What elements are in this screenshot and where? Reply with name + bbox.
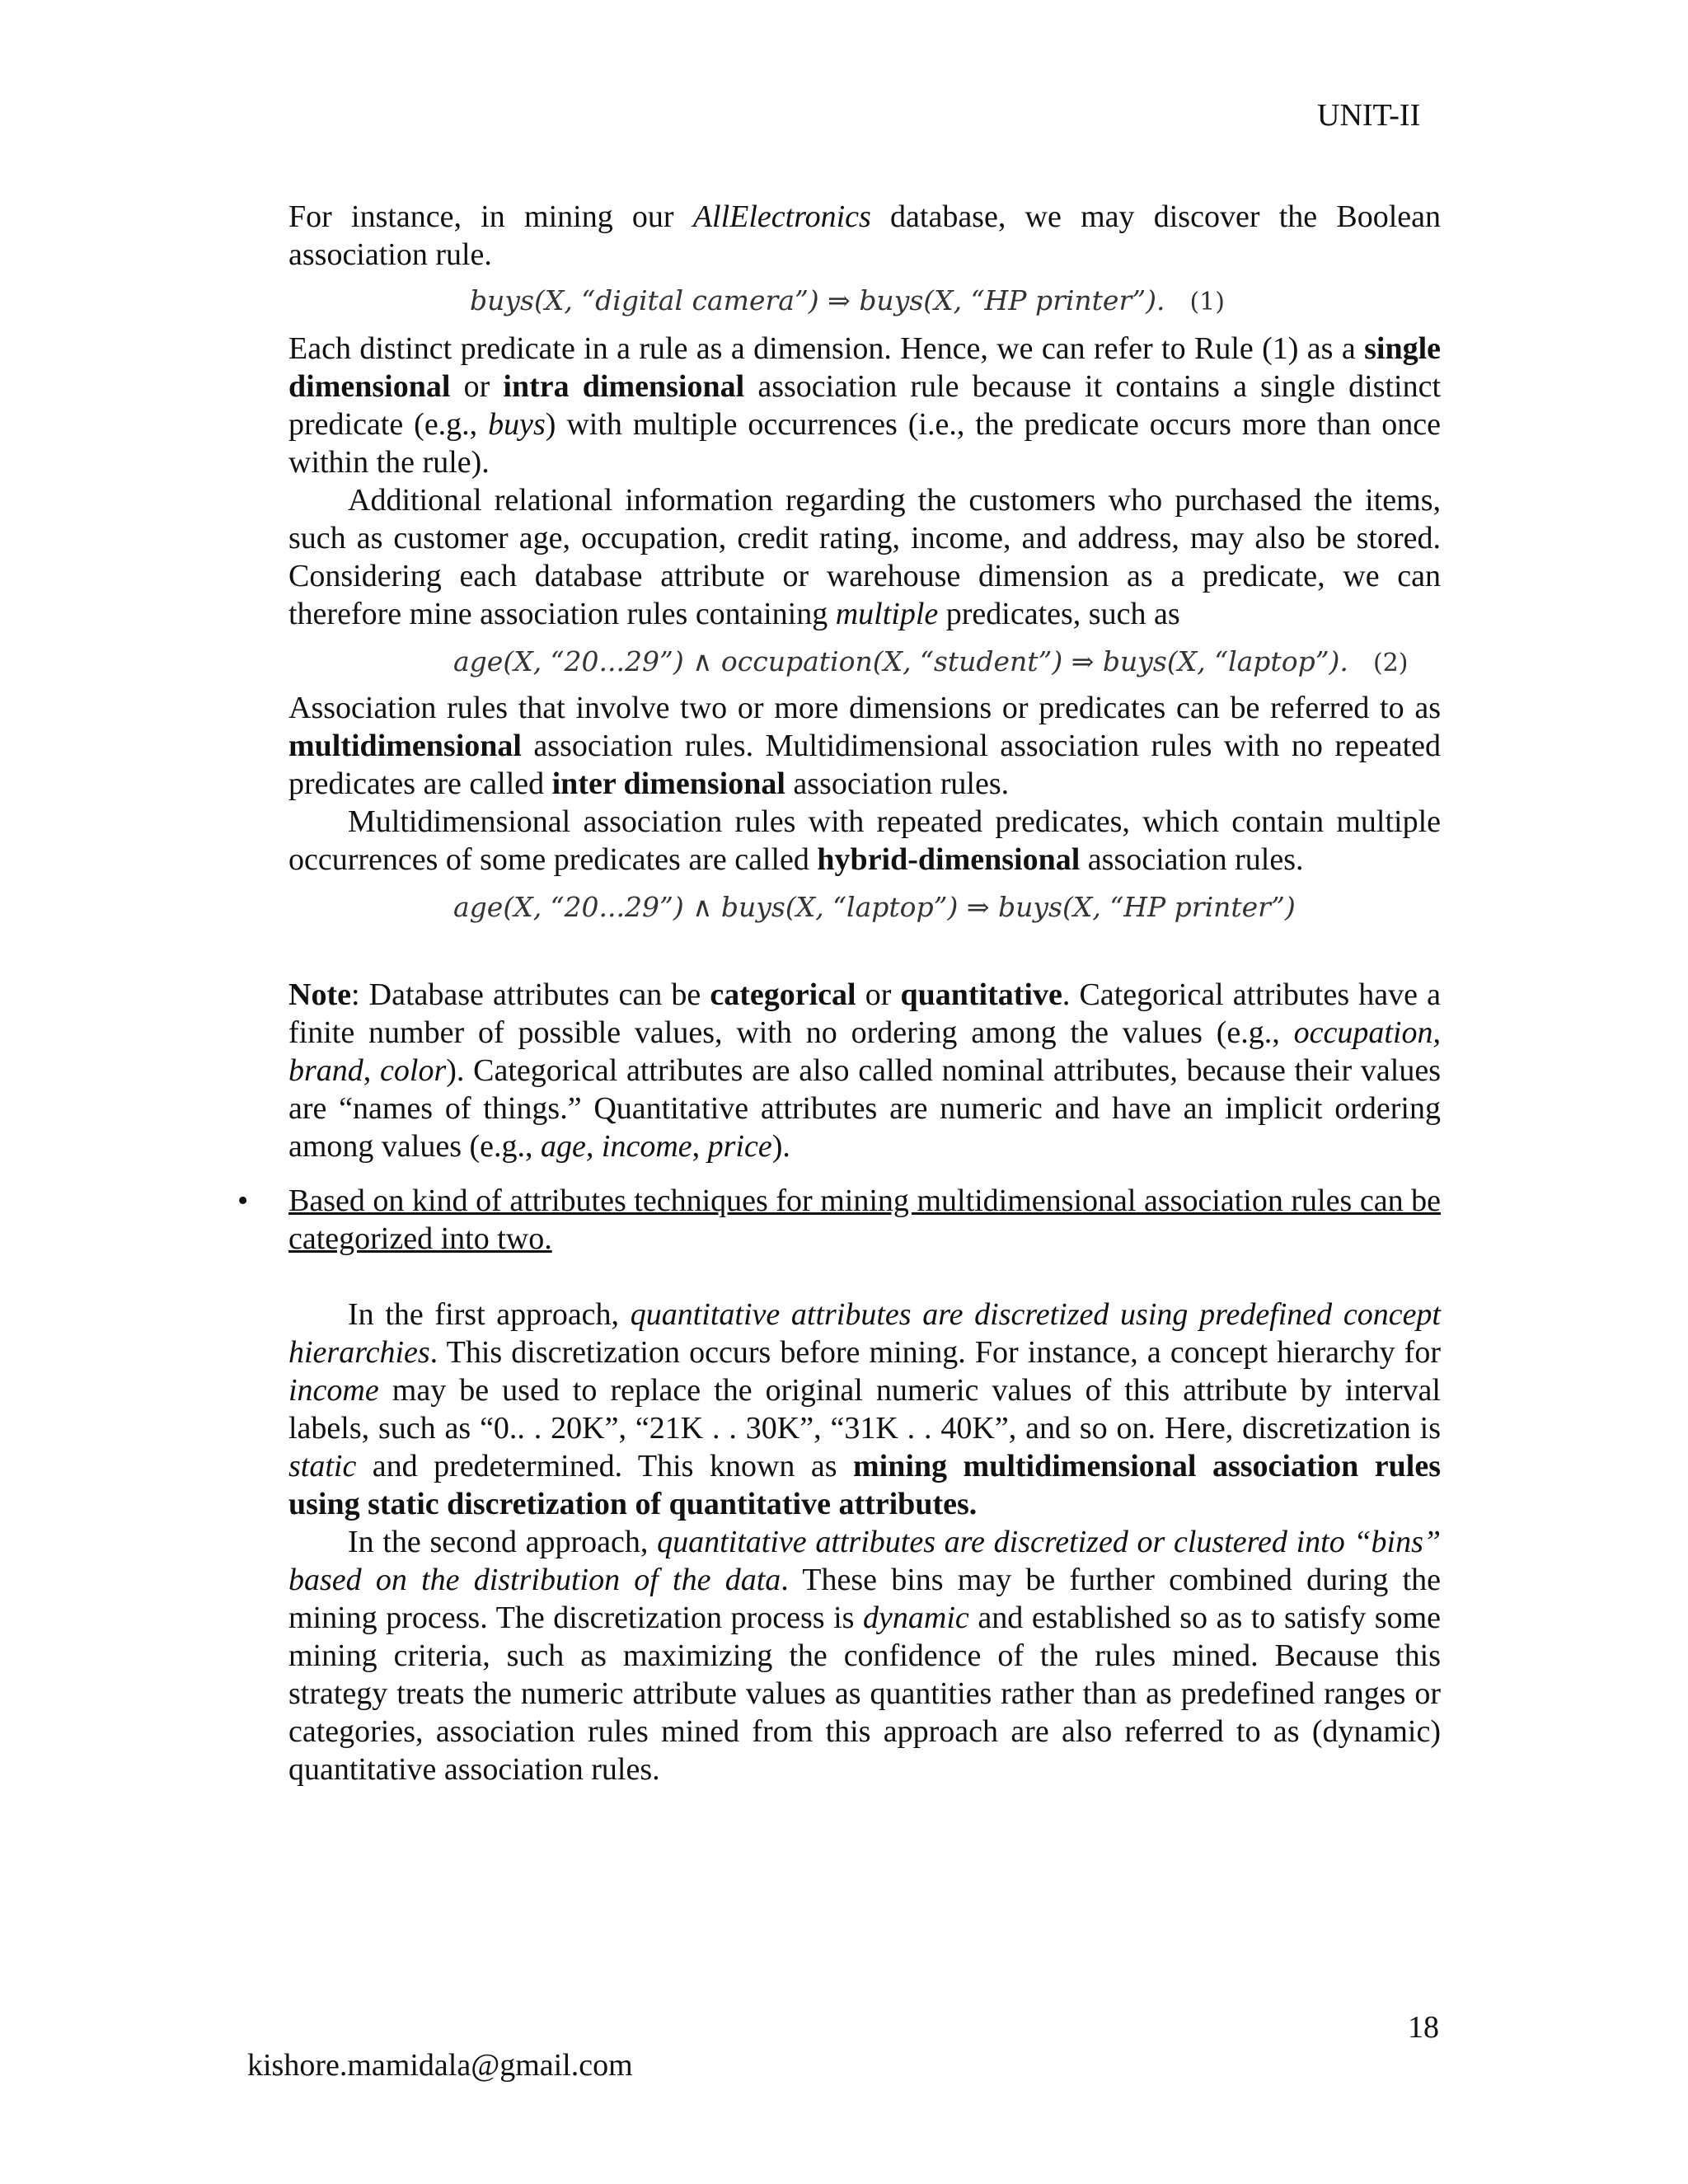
text-span: and predetermined. This known as (356, 1449, 854, 1483)
formula-text: age(X, “20...29”) ∧ occupation(X, “student”) ⇒ buys(X, “laptop”). (453, 645, 1348, 677)
text-span: Multidimensional association rules with repeated predicates, which contain multiple occurrences of some predicates are called (288, 804, 1441, 877)
text-span: In the first approach, (348, 1297, 631, 1332)
term-categorical: categorical (710, 977, 856, 1012)
paragraph-first-approach (288, 1296, 1441, 1523)
paragraph-single-dimensional (288, 330, 1441, 481)
paragraph-additional-info (288, 481, 1441, 633)
text-span: . Categorical attributes have a finite number of possible values, with no ordering among the values (e.g., (288, 977, 1441, 1050)
example-italic: color (380, 1053, 447, 1088)
example-italic: occupation, brand (288, 1015, 1441, 1088)
text-span: For instance, in mining our (288, 199, 693, 234)
page-number: 18 (1408, 2010, 1439, 2045)
note-label: Note (288, 977, 351, 1012)
formula-text: age(X, “20...29”) ∧ buys(X, “laptop”) ⇒ buys(X, “HP printer”) (453, 891, 1296, 923)
term-quantitative: quantitative (900, 977, 1062, 1012)
text-span: or (856, 977, 901, 1012)
term-single-dimensional: single dimensional (288, 331, 1441, 404)
emphasis-dynamic: dynamic (863, 1601, 969, 1635)
text-span: association rules. Multidimensional association rules with no repeated predicates are called (288, 729, 1441, 801)
example-italic: price (707, 1129, 772, 1164)
spacer (288, 1258, 1441, 1296)
emphasis-multiple: multiple (835, 597, 939, 631)
formula-rule-1 (470, 282, 1441, 321)
text-span: database, we may discover the Boolean association rule. (288, 199, 1441, 272)
text-span: association rules. (785, 766, 1010, 801)
spacer (288, 926, 1441, 976)
text-span: may be used to replace the original numeric values of this attribute by interval labels, such as “0.. . 20K”, “21K . . 30K”, “31K . . 40K”, and so on. Here, discretization is (288, 1373, 1441, 1446)
database-name: AllElectronics (692, 199, 871, 234)
paragraph-note (288, 976, 1441, 1165)
text-span: , (363, 1053, 381, 1088)
text-span: association rules. (1080, 842, 1304, 877)
formula-number: (1) (1189, 288, 1225, 316)
formula-rule-2 (453, 643, 1441, 682)
term-intra-dimensional: intra dimensional (503, 369, 745, 404)
text-span: . This discretization occurs before mining. For instance, a concept hierarchy for (429, 1335, 1441, 1370)
example-italic: age, income (541, 1129, 692, 1164)
term-inter-dimensional: inter dimensional (551, 766, 785, 801)
footer-email: kishore.mamidala@gmail.com (247, 2048, 633, 2083)
term-multidimensional: multidimensional (288, 729, 522, 763)
bullet-icon: • (237, 1183, 249, 1218)
text-span: In the second approach, (348, 1525, 658, 1559)
emphasis-italic: quantitative attributes are discretized using predefined concept hierarchies (288, 1297, 1441, 1370)
formula-text: buys(X, “digital camera”) ⇒ buys(X, “HP printer”). (470, 284, 1165, 316)
text-span: . These bins may be further combined during the mining process. The discretization process is (288, 1563, 1441, 1635)
emphasis-italic: quantitative attributes are discretized or clustered into “bins” based on the distribution of the data (288, 1525, 1441, 1597)
text-span: association rule because it contains a single distinct predicate (e.g., (288, 369, 1441, 442)
paragraph-intro (288, 198, 1441, 274)
paragraph-second-approach (288, 1523, 1441, 1788)
text-span: ) with multiple occurrences (i.e., the predicate occurs more than once within the rule). (288, 407, 1441, 480)
text-span: predicates, such as (938, 597, 1180, 631)
text-span: , (692, 1129, 708, 1164)
emphasis-static: static (288, 1449, 357, 1483)
emphasis-income: income (288, 1373, 379, 1408)
text-span: Each distinct predicate in a rule as a dimension. Hence, we can refer to Rule (1) as a (288, 331, 1365, 366)
text-span: Association rules that involve two or more dimensions or predicates can be referred to as (288, 691, 1441, 725)
formula-number: (2) (1372, 649, 1409, 677)
text-span: and established so as to satisfy some mining criteria, such as maximizing the confidence of the rules mined. Because this strategy treats the numeric attribute values as quantities rather than as predefined ranges or categories, association rules mined from this approach are also referred to as (dynamic) quantitative association rules. (288, 1601, 1442, 1787)
term-static-discretization: mining multidimensional association rules using static discretization of quantitative attributes. (288, 1449, 1441, 1521)
term-hybrid-dimensional: hybrid-dimensional (817, 842, 1081, 877)
text-span: ). (771, 1129, 790, 1164)
predicate-buys: buys (488, 407, 546, 442)
text-span: : Database attributes can be (350, 977, 710, 1012)
document-body (237, 198, 1442, 1788)
paragraph-hybrid-dimensional (288, 803, 1441, 879)
unit-header: UNIT-II (1317, 98, 1421, 133)
bullet-item (237, 1182, 1441, 1258)
paragraph-multidimensional (288, 689, 1441, 803)
formula-rule-3 (453, 888, 1441, 926)
bullet-heading: Based on kind of attributes techniques for mining multidimensional association rules can be categorized into two. (288, 1183, 1441, 1256)
text-span: ). Categorical attributes are also called nominal attributes, because their values are “names of things.” Quantitative attributes are numeric and have an implicit ordering among values (e.g., (288, 1053, 1442, 1164)
text-span: or (450, 369, 504, 404)
text-span: Additional relational information regarding the customers who purchased the items, such as customer age, occupation, credit rating, income, and address, may also be stored. Considering each database attribute or warehouse dimension as a predicate, we can therefore mine association rules containing (288, 483, 1441, 631)
